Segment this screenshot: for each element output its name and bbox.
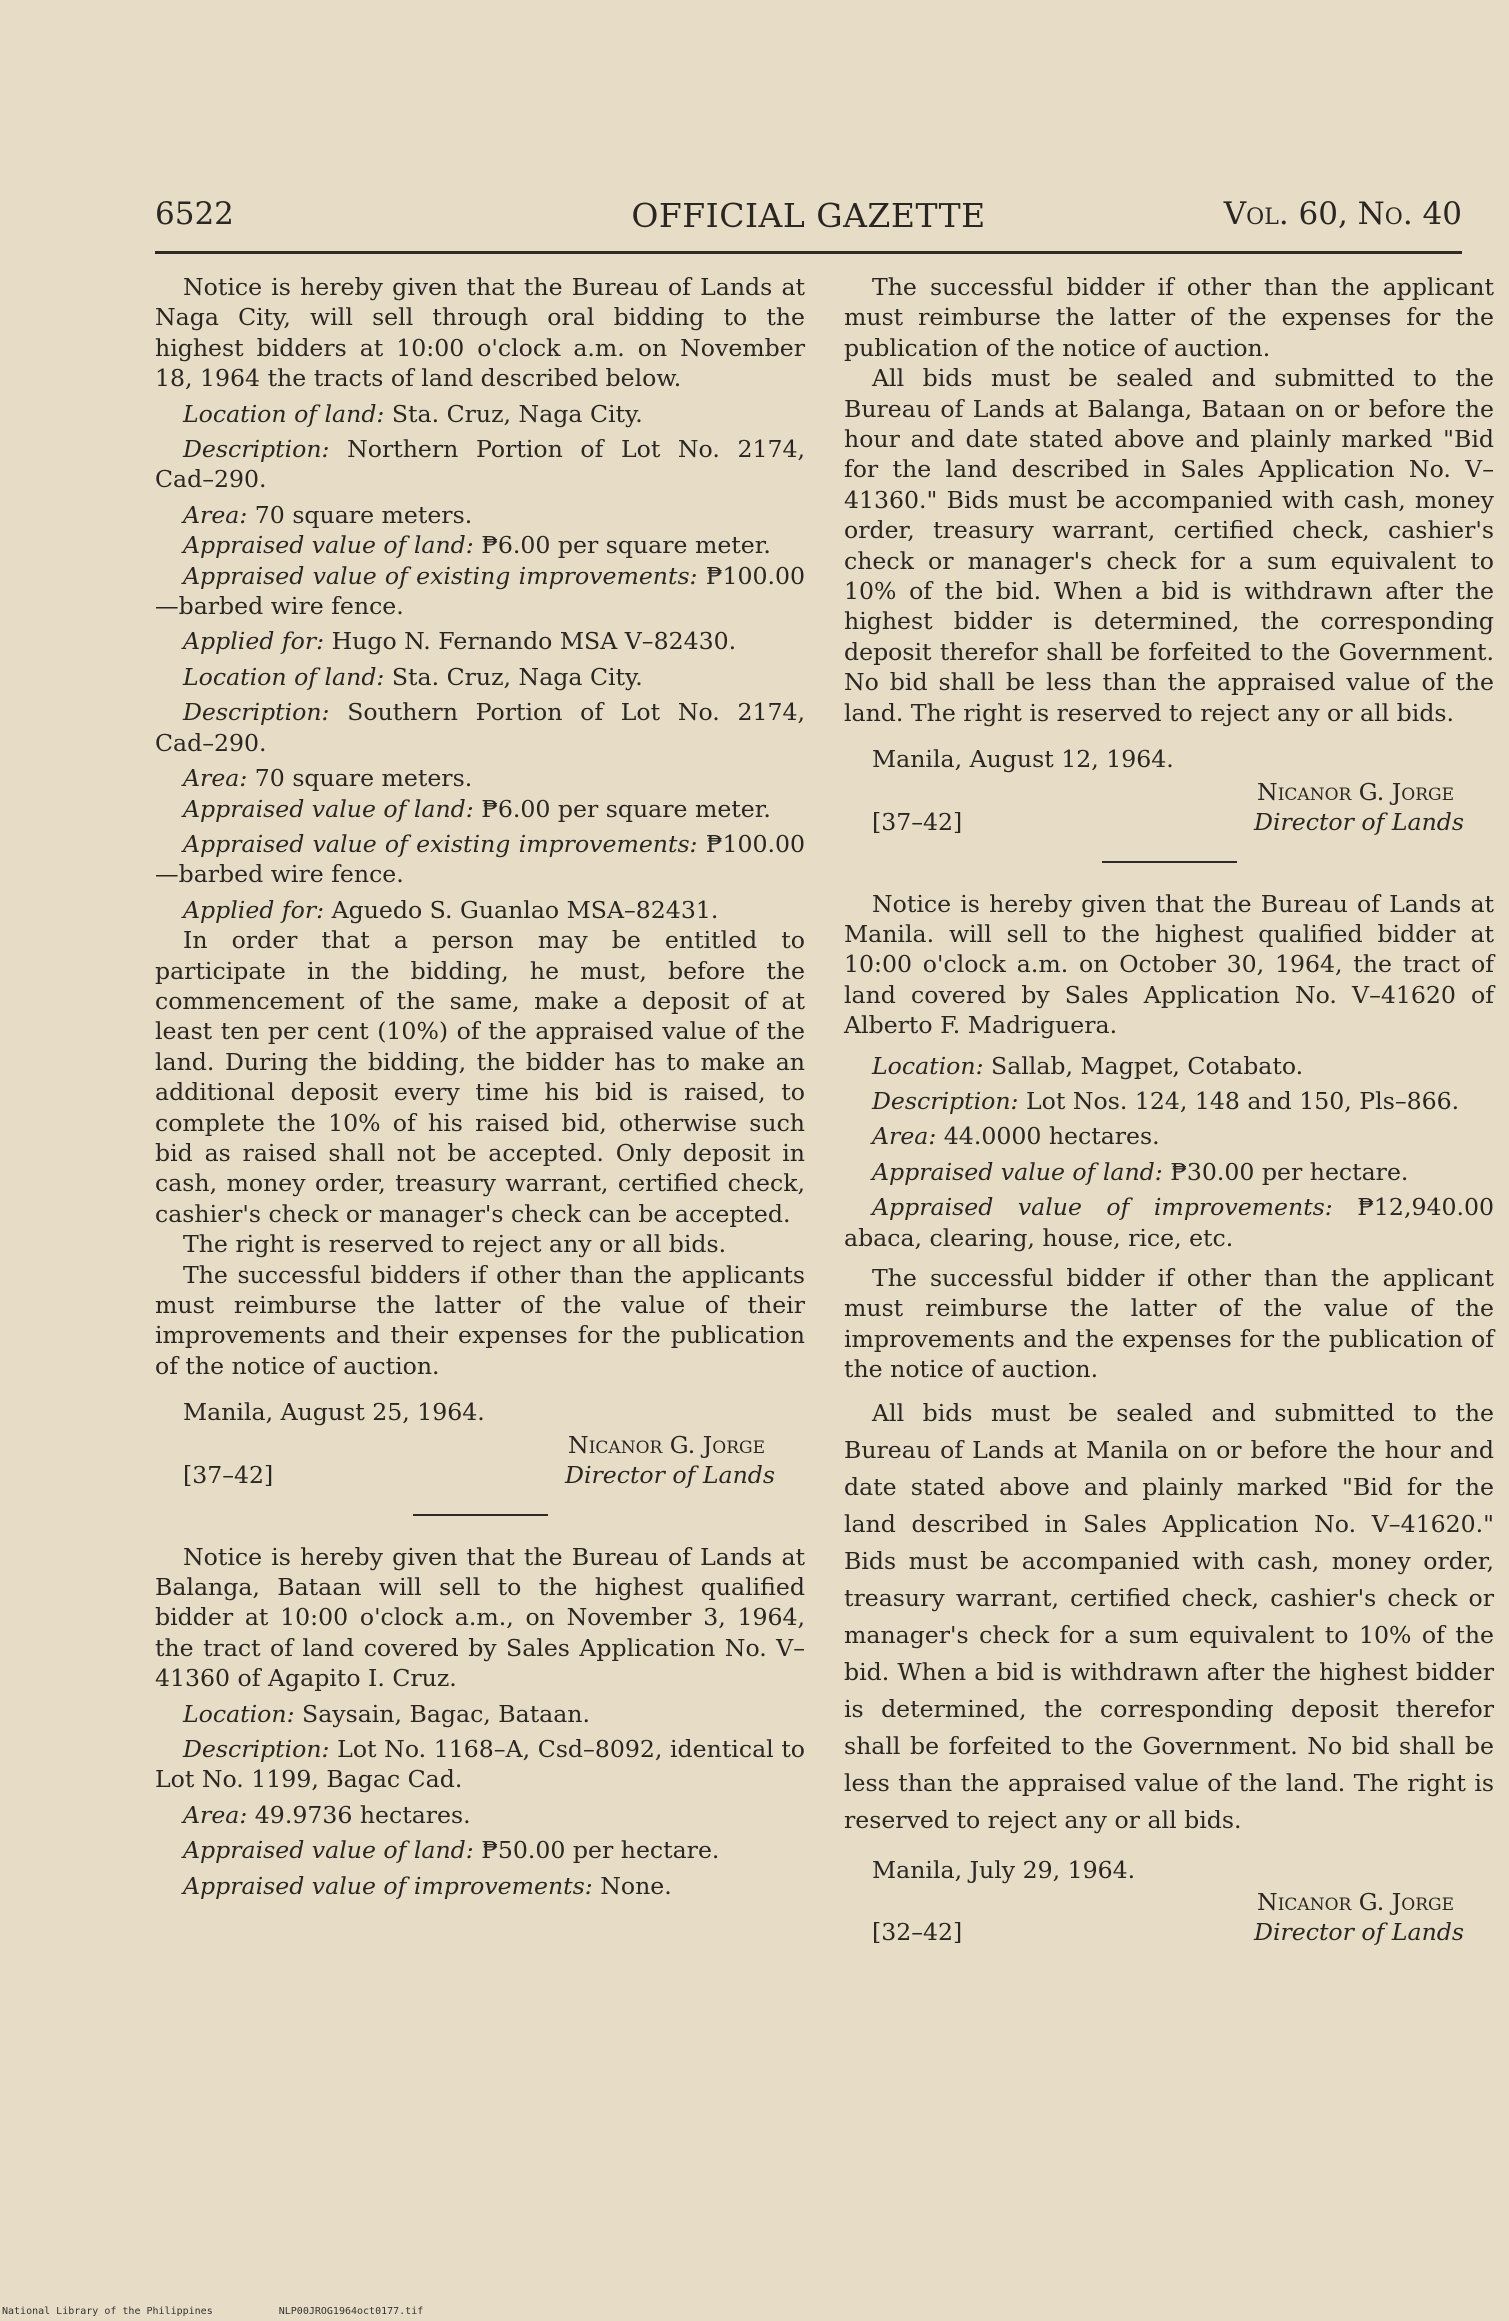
- naga-place-date: Manila, August 25, 1964.: [183, 1398, 485, 1427]
- manila-intro: Notice is hereby given that the Bureau of Lands at Manila. will sell to the highest qualified bidder at 10:00 o'clock a.m. on October 30, 1964, the tract of land covered by Sales Application No. V–41620 of Alberto F. Madriguera.: [844, 889, 1494, 1040]
- naga-description-1: Description: Northern Portion of Lot No. 2174, Cad–290.: [155, 435, 805, 494]
- left-column: [155, 272, 805, 1901]
- page-number: 6522: [155, 196, 234, 232]
- balanga-area: Area: 49.9736 hectares.: [183, 1800, 471, 1829]
- naga-intro: Notice is hereby given that the Bureau of Lands at Naga City, will sell through oral bidding to the highest bidders at 10:00 o'clock a.m. on November 18, 1964 the tracts of land described below.: [155, 273, 805, 393]
- balanga-value-land: Appraised value of land: ₱50.00 per hectare.: [183, 1836, 720, 1865]
- manila-description: Description: Lot Nos. 124, 148 and 150, Pls–866.: [872, 1086, 1460, 1115]
- manila-area: Area: 44.0000 hectares.: [872, 1122, 1160, 1151]
- manila-value-land: Appraised value of land: ₱30.00 per hectare.: [872, 1157, 1409, 1186]
- manila-bids-paragraph: All bids must be sealed and submitted to the Bureau of Lands at Manila on or before the hour and date stated above and plainly marked "Bid for the land described in Sales Application No. V–41620." Bids must be accompanied with cash, money order, treasury warrant, certified check, cashier's check or manager's check for a sum equivalent to 10% of the bid. When a bid is withdrawn after the highest bidder is determined, the corresponding deposit therefor shall be forfeited to the Government. No bid shall be less than the appraised value of the land. The right is reserved to reject any or all bids.: [844, 1398, 1494, 1834]
- scan-filename: NLP00JROG1964oct0177.tif: [278, 2306, 424, 2317]
- naga-value-land-1: Appraised value of land: ₱6.00 per square meter.: [183, 531, 771, 560]
- balanga-place-date: Manila, August 12, 1964.: [872, 745, 1174, 774]
- naga-applied-1: Applied for: Hugo N. Fernando MSA V–82430.: [183, 627, 737, 656]
- library-credit: National Library of the Philippines: [2, 2306, 213, 2317]
- naga-value-improvements-1: Appraised value of existing improvements: ₱100.00—barbed wire fence.: [155, 561, 805, 621]
- balanga-reimburse-paragraph: The successful bidder if other than the applicant must reimburse the latter of the expenses for the publication of the notice of auction.: [844, 273, 1494, 362]
- naga-signer-title: Director of Lands: [565, 1460, 775, 1489]
- naga-location-1: Location of land: Sta. Cruz, Naga City.: [183, 399, 643, 428]
- naga-value-improvements-2: Appraised value of existing improvements: ₱100.00—barbed wire fence.: [155, 829, 805, 889]
- balanga-description: Description: Lot No. 1168–A, Csd–8092, identical to Lot No. 1199, Bagac Cad.: [155, 1735, 806, 1794]
- naga-reimburse-paragraph: The successful bidders if other than the applicants must reimburse the latter of the value of their improvements and their expenses for the publication of the notice of auction.: [155, 1260, 805, 1380]
- manila-value-improvements: Appraised value of improvements: ₱12,940.00 abaca, clearing, house, rice, etc.: [844, 1193, 1495, 1252]
- manila-location: Location: Sallab, Magpet, Cotabato.: [872, 1051, 1304, 1080]
- naga-deposit-paragraph: In order that a person may be entitled to participate in the bidding, he must, before the commencement of the same, make a deposit of at least ten per cent (10%) of the appraised value of the land. During the bidding, the bidder has to make an additional deposit every time his bid is raised, to complete the 10% of his raised bid, otherwise such bid as raised shall not be accepted. Only deposit in cash, money order, treasury warrant, certified check, cashier's check or manager's check can be accepted.: [155, 926, 805, 1228]
- manila-place-date: Manila, July 29, 1964.: [872, 1855, 1136, 1884]
- notice-separator: [413, 1514, 548, 1516]
- naga-signature-block: [155, 1430, 805, 1492]
- naga-location-2: Location of land: Sta. Cruz, Naga City.: [183, 662, 643, 691]
- page-header: [155, 196, 1462, 240]
- balanga-signature-block: [844, 777, 1494, 839]
- manila-signer-title: Director of Lands: [1254, 1918, 1464, 1946]
- naga-code: [37–42]: [183, 1460, 274, 1489]
- naga-area-2: Area: 70 square meters.: [183, 764, 473, 793]
- scan-footer: [2, 2306, 483, 2317]
- balanga-value-improvements: Appraised value of improvements: None.: [183, 1871, 672, 1900]
- naga-description-2: Description: Southern Portion of Lot No. 2174, Cad–290.: [155, 698, 805, 757]
- notice-separator: [1102, 861, 1237, 863]
- naga-area-1: Area: 70 square meters.: [183, 500, 473, 529]
- manila-code: [32–42]: [872, 1918, 963, 1946]
- naga-applied-2: Applied for: Aguedo S. Guanlao MSA–82431.: [183, 895, 719, 924]
- manila-signer: Nicanor G. Jorge: [1257, 1888, 1454, 1916]
- manila-reimburse-paragraph: The successful bidder if other than the applicant must reimburse the latter of the value of the improvements and the expenses for the publication of the notice of auction.: [844, 1263, 1494, 1384]
- balanga-bids-paragraph: All bids must be sealed and submitted to the Bureau of Lands at Balanga, Bataan on or before the hour and date stated above and plainly marked "Bid for the land described in Sales Application No. V–41360." Bids must be accompanied with cash, money order, treasury warrant, certified check, cashier's check or manager's check for a sum equivalent to 10% of the bid. When a bid is withdrawn after the highest bidder is determined, the corresponding deposit therefor shall be forfeited to the Government. No bid shall be less than the appraised value of the land. The right is reserved to reject any or all bids.: [844, 364, 1494, 727]
- naga-signer: Nicanor G. Jorge: [568, 1430, 765, 1459]
- manila-signature-block: [844, 1887, 1494, 1949]
- naga-right-reserved: The right is reserved to reject any or all bids.: [183, 1230, 727, 1259]
- publication-title: OFFICIAL GAZETTE: [631, 196, 986, 235]
- volume-number: Vol. 60, No. 40: [1223, 196, 1462, 232]
- balanga-location: Location: Saysain, Bagac, Bataan.: [183, 1699, 591, 1728]
- balanga-intro: Notice is hereby given that the Bureau of Lands at Balanga, Bataan will sell to the highest qualified bidder at 10:00 o'clock a.m., on November 3, 1964, the tract of land covered by Sales Application No. V–41360 of Agapito I. Cruz.: [155, 1542, 805, 1693]
- header-rule: [155, 251, 1462, 254]
- balanga-signer-title: Director of Lands: [1254, 807, 1464, 836]
- balanga-code: [37–42]: [872, 807, 963, 836]
- right-column: [844, 272, 1494, 1949]
- naga-value-land-2: Appraised value of land: ₱6.00 per square meter.: [183, 794, 771, 823]
- balanga-signer: Nicanor G. Jorge: [1257, 777, 1454, 806]
